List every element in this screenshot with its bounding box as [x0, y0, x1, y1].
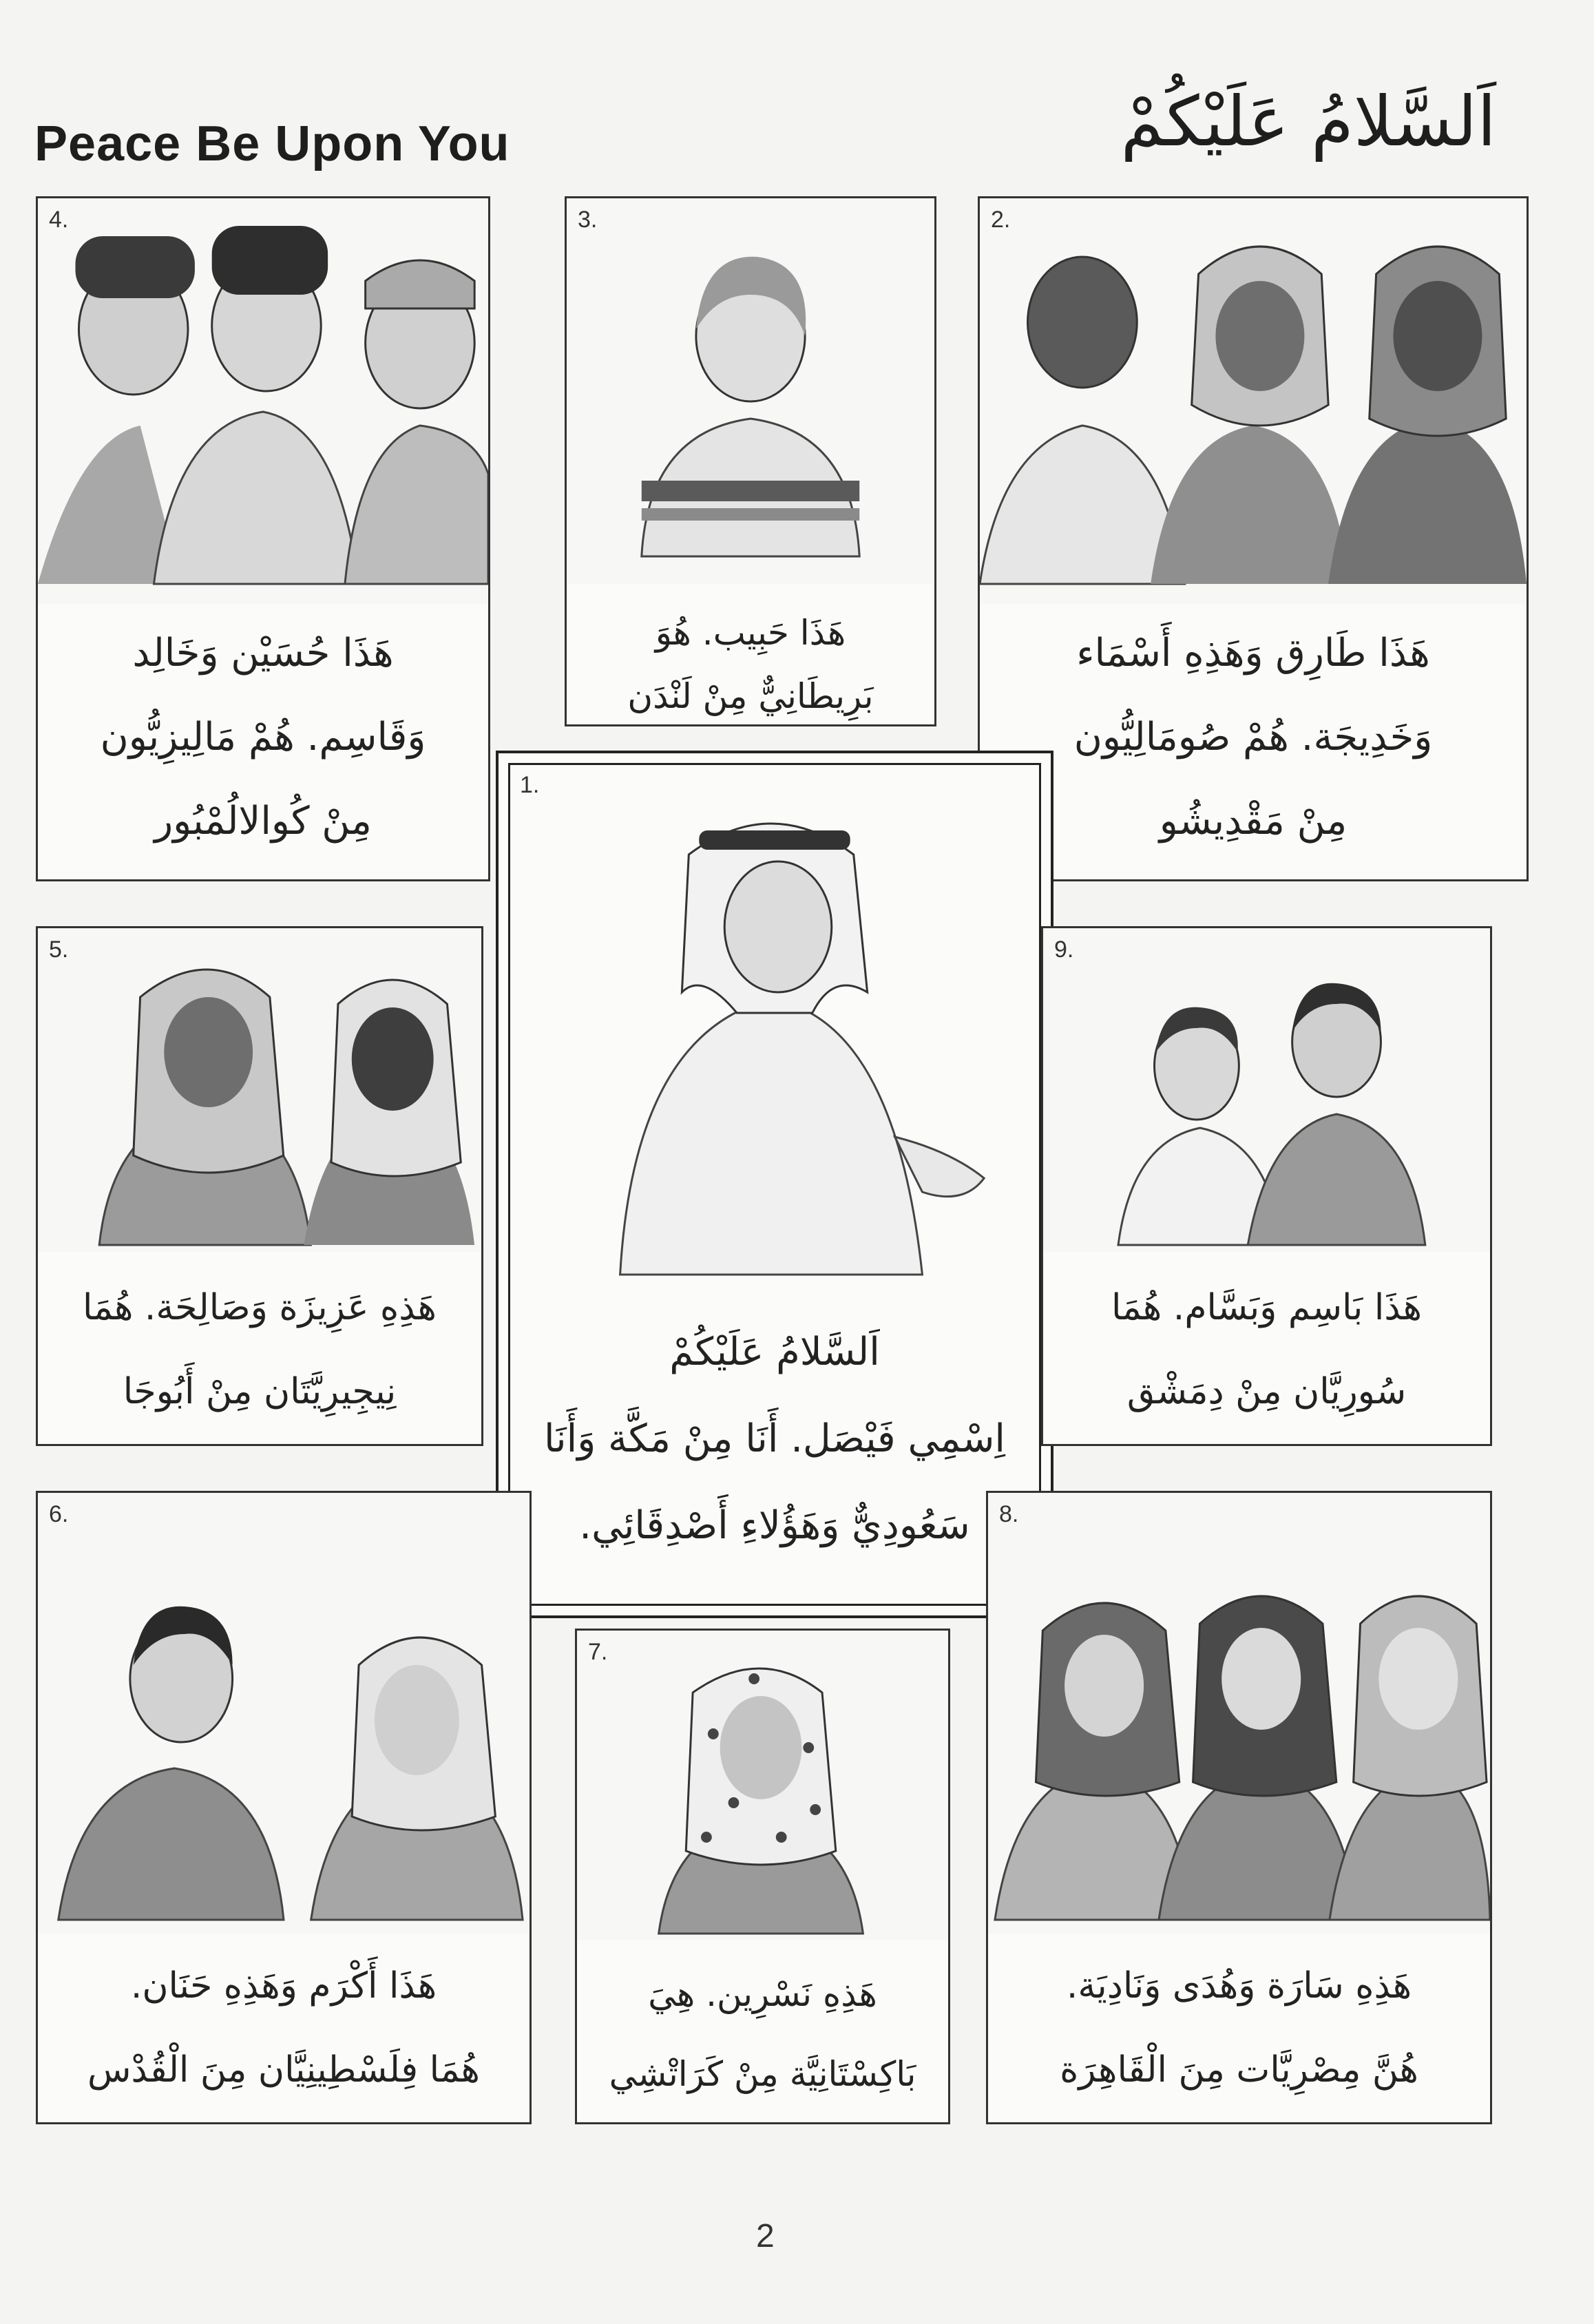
panel-8-illustration: [988, 1493, 1490, 1934]
panel-1: [496, 751, 1053, 1618]
panel-number: 5.: [49, 936, 69, 963]
caption-line: مِنْ مَقْدِيشُو: [1159, 799, 1347, 844]
panel-9-illustration: [1043, 928, 1490, 1252]
caption-line: هَذَا طَارِق وَهَذِهِ أَسْمَاء: [1076, 631, 1430, 676]
panel-5-caption: [45, 1266, 474, 1434]
panel-5-illustration: [38, 928, 481, 1252]
panel-4-illustration: [38, 198, 488, 605]
caption-line: بَرِيطَانِيٌّ مِنْ لَنْدَن: [627, 676, 874, 716]
panel-6: [36, 1491, 532, 2124]
panel-3: [565, 196, 936, 726]
panel-5: [36, 926, 483, 1446]
panel-6-illustration: [38, 1493, 529, 1934]
caption-line: هَذَا حُسَيْن وَخَالِد: [132, 631, 394, 676]
caption-line: هُنَّ مِصْرِيَّات مِنَ الْقَاهِرَة: [1060, 2049, 1418, 2091]
caption-line: اِسْمِي فَيْصَل. أَنَا مِنْ مَكَّة وَأَنَا: [543, 1416, 1005, 1461]
panel-7-illustration: [577, 1631, 948, 1940]
panel-2: [978, 196, 1529, 881]
panel-4-caption: [45, 611, 481, 863]
panel-number: 6.: [49, 1501, 69, 1527]
panel-1-inner-frame: [508, 763, 1041, 1606]
caption-line: هَذِهِ سَارَة وَهُدَى وَنَادِيَة.: [1066, 1965, 1412, 2007]
panel-9-caption: [1050, 1266, 1483, 1434]
panel-number: 7.: [588, 1639, 608, 1665]
panel-8-caption: [995, 1944, 1483, 2112]
caption-line: وَخَدِيجَة. هُمْ صُومَالِيُّون: [1073, 715, 1433, 760]
panel-9: [1041, 926, 1492, 1446]
page-number: 2: [756, 2218, 775, 2254]
caption-line: بَاكِسْتَانِيَّة مِنْ كَرَاتْشِي: [609, 2054, 916, 2094]
panel-4: [36, 196, 490, 881]
caption-line: هَذَا بَاسِم وَبَسَّام. هُمَا: [1111, 1287, 1423, 1328]
panel-3-caption: [574, 601, 927, 726]
panel-7: [575, 1629, 950, 2124]
caption-line: سُورِيَّان مِنْ دِمَشْق: [1126, 1371, 1407, 1412]
panel-7-caption: [584, 1954, 941, 2114]
panel-number: 4.: [49, 207, 69, 233]
panel-8: [986, 1491, 1492, 2124]
caption-line: نِيجِيرِيَّتَان مِنْ أَبُوجَا: [123, 1371, 397, 1412]
caption-line: هُمَا فِلَسْطِينِيَّان مِنَ الْقُدْس: [87, 2049, 480, 2091]
page-title-english: Peace Be Upon You: [34, 116, 510, 171]
caption-line: هَذَا حَبِيب. هُوَ: [655, 613, 846, 653]
panel-number: 2.: [991, 207, 1011, 233]
caption-line: هَذَا أَكْرَم وَهَذِهِ حَنَان.: [130, 1965, 437, 2007]
panel-2-caption: [987, 611, 1520, 863]
panel-6-caption: [45, 1944, 523, 2112]
panel-1-caption: [517, 1309, 1032, 1569]
panel-number: 8.: [999, 1501, 1019, 1527]
panel-1-illustration: [510, 765, 1039, 1288]
panel-3-illustration: [567, 198, 934, 584]
caption-line: هَذِهِ عَزِيزَة وَصَالِحَة. هُمَا: [83, 1287, 437, 1328]
page-title-arabic: اَلسَّلامُ عَلَيْكُمْ: [1120, 81, 1496, 162]
caption-line: مِنْ كُوالالُمْبُور: [154, 799, 372, 844]
caption-line: سَعُودِيٌّ وَهَؤُلاءِ أَصْدِقَائِي.: [579, 1503, 970, 1548]
caption-line: هَذِهِ نَسْرِين. هِيَ: [648, 1974, 877, 2014]
panel-number: 3.: [578, 207, 598, 233]
caption-line: اَلسَّلامُ عَلَيْكُمْ: [669, 1330, 880, 1374]
panel-2-illustration: [980, 198, 1527, 605]
caption-line: وَقَاسِم. هُمْ مَالِيزِيُّون: [100, 715, 426, 760]
panel-number: 1.: [520, 772, 540, 798]
panel-number: 9.: [1054, 936, 1074, 963]
